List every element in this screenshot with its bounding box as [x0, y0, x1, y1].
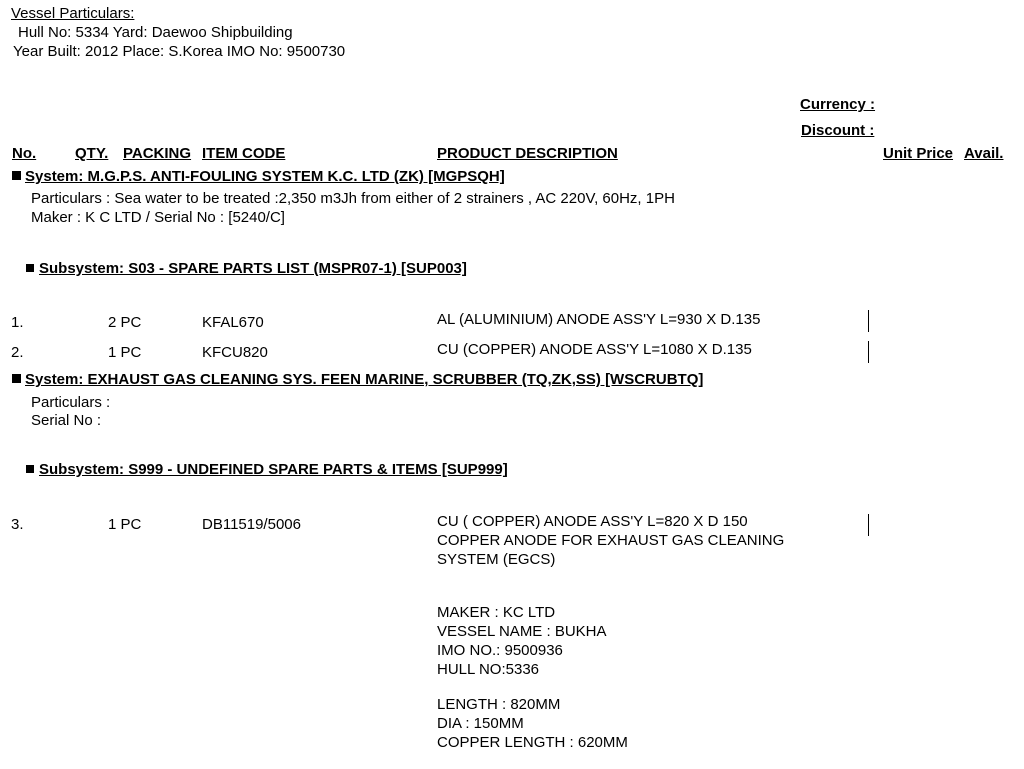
col-avail: Avail.: [964, 145, 1004, 162]
item-1-code: KFAL670: [202, 314, 264, 331]
bullet-square-icon: [26, 465, 34, 473]
vessel-hull-yard: Hull No: 5334 Yard: Daewoo Shipbuilding: [18, 24, 293, 41]
item-3-maker-line-1: MAKER : KC LTD: [437, 604, 556, 621]
vessel-particulars-title: Vessel Particulars:: [11, 5, 135, 22]
bullet-square-icon: [26, 264, 34, 272]
system-2-particulars: Particulars :: [31, 394, 111, 411]
item-3-desc-line-3: SYSTEM (EGCS): [437, 551, 556, 568]
currency-label: Currency :: [800, 96, 876, 113]
item-1-avail-divider: [868, 310, 869, 332]
col-unit-price: Unit Price: [883, 145, 954, 162]
item-3-dim-line-2: DIA : 150MM: [437, 715, 524, 732]
col-packing: PACKING: [123, 145, 192, 162]
subsystem-1-title: Subsystem: S03 - SPARE PARTS LIST (MSPR07-1) [SUP003]: [26, 260, 467, 278]
item-3-maker-line-3: IMO NO.: 9500936: [437, 642, 563, 659]
item-1-desc: AL (ALUMINIUM) ANODE ASS'Y L=930 X D.135: [437, 311, 761, 328]
item-2-code: KFCU820: [202, 344, 268, 361]
bullet-square-icon: [12, 374, 21, 383]
item-3-maker-line-2: VESSEL NAME : BUKHA: [437, 623, 607, 640]
bullet-square-icon: [12, 171, 21, 180]
item-3-avail-divider: [868, 514, 869, 536]
system-2-serial: Serial No :: [31, 412, 102, 429]
item-3-maker-line-4: HULL NO:5336: [437, 661, 539, 678]
col-product-description: PRODUCT DESCRIPTION: [437, 145, 618, 162]
item-3-no: 3.: [11, 516, 24, 533]
subsystem-2-title: Subsystem: S999 - UNDEFINED SPARE PARTS & ITEMS [SUP999]: [26, 461, 508, 479]
item-2-qty: 1 PC: [108, 344, 142, 361]
item-3-dim-line-1: LENGTH : 820MM: [437, 696, 561, 713]
system-1-particulars: Particulars : Sea water to be treated :2,350 m3Jh from either of 2 strainers , AC 220V, 60Hz, 1PH: [31, 190, 675, 207]
item-1-qty: 2 PC: [108, 314, 142, 331]
system-2-title: System: EXHAUST GAS CLEANING SYS. FEEN MARINE, SCRUBBER (TQ,ZK,SS) [WSCRUBTQ]: [12, 371, 703, 389]
system-1-maker: Maker : K C LTD / Serial No : [5240/C]: [31, 209, 285, 226]
col-qty: QTY.: [75, 145, 109, 162]
col-no: No.: [12, 145, 37, 162]
item-3-desc-line-1: CU ( COPPER) ANODE ASS'Y L=820 X D 150: [437, 513, 748, 530]
discount-label: Discount :: [801, 122, 875, 139]
col-item-code: ITEM CODE: [202, 145, 286, 162]
item-3-desc-line-2: COPPER ANODE FOR EXHAUST GAS CLEANING: [437, 532, 785, 549]
item-3-code: DB11519/5006: [202, 516, 301, 533]
item-3-dim-line-3: COPPER LENGTH : 620MM: [437, 734, 628, 751]
item-3-qty: 1 PC: [108, 516, 142, 533]
item-2-desc: CU (COPPER) ANODE ASS'Y L=1080 X D.135: [437, 341, 752, 358]
item-2-avail-divider: [868, 341, 869, 363]
item-2-no: 2.: [11, 344, 24, 361]
item-1-no: 1.: [11, 314, 24, 331]
vessel-year-place-imo: Year Built: 2012 Place: S.Korea IMO No: 9500730: [13, 43, 346, 60]
system-1-title: System: M.G.P.S. ANTI-FOULING SYSTEM K.C. LTD (ZK) [MGPSQH]: [12, 168, 505, 186]
